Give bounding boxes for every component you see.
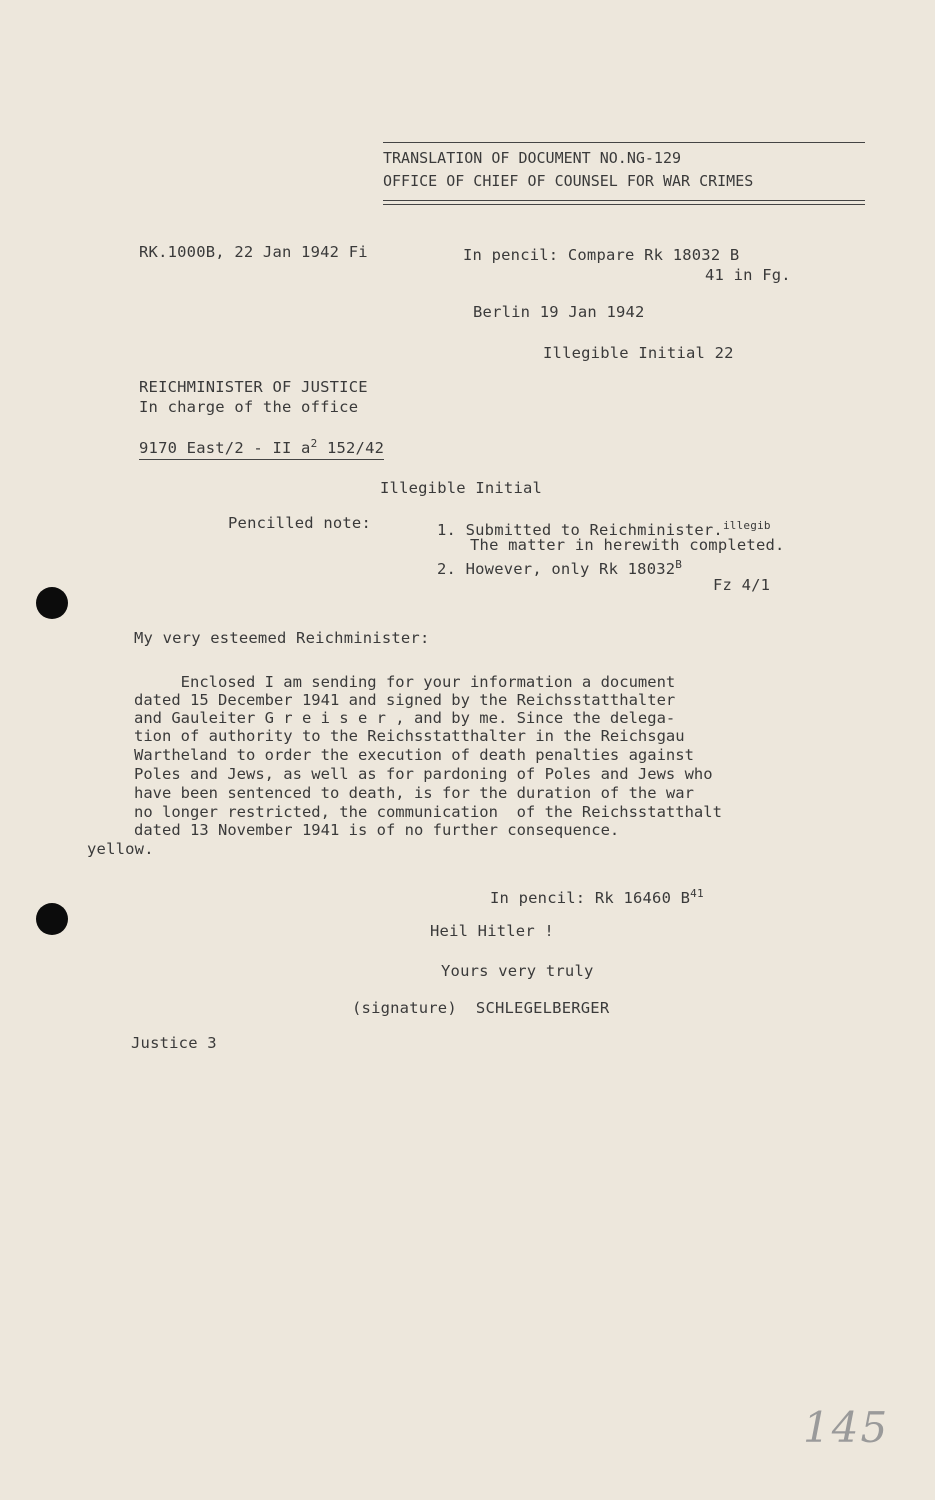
page-number: 145	[803, 1403, 890, 1452]
sender-subtitle: In charge of the office	[139, 398, 359, 416]
body-line: Wartheland to order the execution of death penalties against	[134, 746, 694, 764]
sender-ref-main: 9170 East/2 - II a	[139, 439, 311, 458]
translation-header	[383, 142, 865, 205]
closing-pencil-ref	[490, 884, 704, 908]
pencilled-note-item-1-text: 1. Submitted to Reichminister.	[437, 521, 723, 540]
pencilled-note-ref: Fz 4/1	[713, 576, 771, 594]
pencil-note-compare: In pencil: Compare Rk 18032 B	[463, 246, 740, 264]
body-line: Poles and Jews, as well as for pardoning of Poles and Jews who	[134, 765, 713, 783]
illegible-initial: Illegible Initial	[380, 479, 543, 497]
pencilled-note-item-2	[437, 555, 682, 579]
footer-label: Justice 3	[131, 1034, 217, 1052]
sender-file-number	[139, 434, 384, 460]
sender-ref-tail: 152/42	[317, 439, 385, 458]
sender-ref-sup: 2	[310, 437, 318, 450]
signature: (signature) SCHLEGELBERGER	[352, 999, 610, 1017]
header-bottom-rule	[383, 200, 865, 201]
closing-yours: Yours very truly	[441, 962, 594, 980]
salutation: My very esteemed Reichminister:	[134, 629, 430, 647]
body-line: dated 15 December 1941 and signed by the Reichsstatthalter	[134, 691, 676, 709]
body-line: Enclosed I am sending for your information a document	[134, 673, 676, 691]
closing-heil: Heil Hitler !	[430, 922, 554, 940]
body-line: tion of authority to the Reichsstatthalter in the Reichsgau	[134, 727, 685, 745]
pencilled-note-item-2-sup: B	[675, 558, 683, 571]
pencilled-note-item-1-cont: The matter in herewith completed.	[470, 536, 785, 554]
body-line: have been sentenced to death, is for the duration of the war	[134, 784, 694, 802]
pencilled-note-item-2-text: 2. However, only Rk 18032	[437, 560, 676, 579]
place-date: Berlin 19 Jan 1942	[473, 303, 645, 321]
punch-hole-bottom	[36, 903, 68, 935]
body-line: and Gauleiter G r e i s e r , and by me. Since the delega-	[134, 709, 676, 727]
pencil-note-compare-cont: 41 in Fg.	[705, 266, 791, 284]
yellow-note: yellow.	[87, 840, 154, 858]
header-line-2: OFFICE OF CHIEF OF COUNSEL FOR WAR CRIMES	[383, 172, 754, 190]
body-line: dated 13 November 1941 is of no further consequence.	[134, 821, 620, 839]
pencilled-note-label: Pencilled note:	[228, 514, 371, 532]
header-line-1: TRANSLATION OF DOCUMENT NO.NG-129	[383, 149, 682, 167]
pencilled-note-item-1-sup: illegib	[722, 519, 771, 532]
closing-pencil-ref-sup: 41	[690, 887, 704, 900]
header-bottom-rule-2	[383, 204, 865, 205]
sender-title: REICHMINISTER OF JUSTICE	[139, 378, 368, 396]
file-reference: RK.1000B, 22 Jan 1942 Fi	[139, 243, 368, 261]
illegible-initial-22: Illegible Initial 22	[543, 344, 734, 362]
closing-pencil-ref-text: In pencil: Rk 16460 B	[490, 889, 691, 908]
body-line: no longer restricted, the communication of the Reichsstatthalt	[134, 803, 722, 821]
header-top-rule	[383, 142, 865, 143]
punch-hole-top	[36, 587, 68, 619]
